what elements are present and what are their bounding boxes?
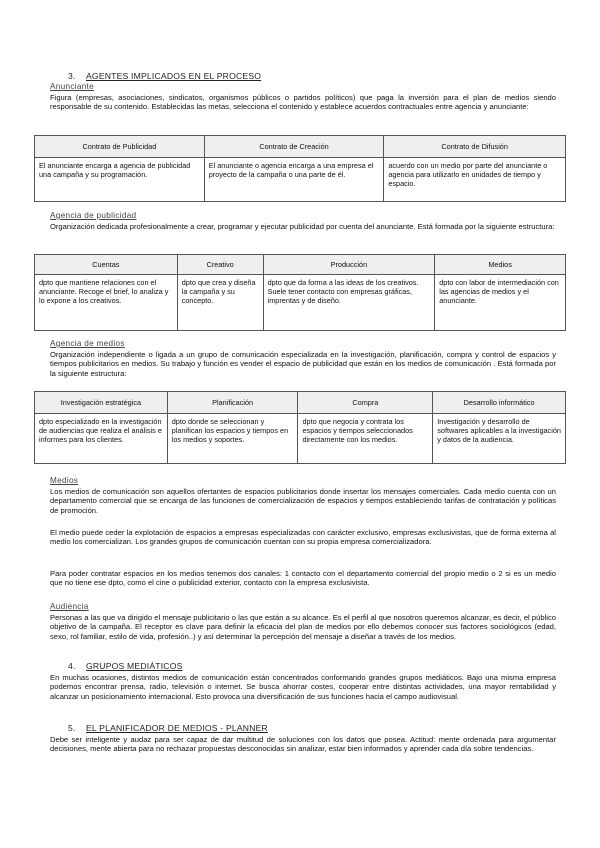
audiencia-text: Personas a las que va dirigido el mensaje publicitario o las que están a su alcance. Es el perfil al que nosotros queremos alcanzar, es decir, el público objetivo de la campaña. El receptor es clave para definir la eficacia del plan de medios por ello debemos conocer sus factores sociológicos (edad, sexo, rol familiar, estilo de vida, profesión..) y así determinar la percepción del mensaje a diseñar a través de los medios. [50, 613, 556, 641]
table-header: Desarrollo informático [433, 392, 566, 414]
anunciante-heading: Anunciante [50, 82, 94, 91]
table-header: Contrato de Difusión [384, 136, 566, 158]
table-header: Investigación estratégica [35, 392, 168, 414]
agencia-publicidad-heading: Agencia de publicidad [50, 211, 137, 220]
section-5-title: 5. EL PLANIFICADOR DE MEDIOS - PLANNER [68, 723, 268, 733]
table-header: Planificación [167, 392, 298, 414]
table-cell: dpto donde se seleccionan y planifican los espacios y tiempos en los medios y soportes. [167, 414, 298, 464]
table-cell: dpto que mantiene relaciones con el anunciante. Recoge el brief, lo analiza y lo expone a los creativos. [35, 275, 178, 331]
table-cell: dpto especializado en la investigación de audiencias que realiza el análisis e informes para los clientes. [35, 414, 168, 464]
medios-paragraph-2: El medio puede ceder la explotación de espacios a empresas especializadas con carácter exclusivo, empresas exclusivistas, que de forma externa al medio los comercializan. Los grandes grupos de comunicación cuentan con su propia empresa comercializadora. [50, 528, 556, 547]
agencia-medios-table [34, 391, 566, 464]
anunciante-text: Figura (empresas, asociaciones, sindicatos, organismos públicos o partidos políticos) que paga la inversión para el plan de medios siendo responsable de su contenido. Establecidas las metas, selecciona el contenido y establece acuerdos contractuales entre agencia y anunciante: [50, 93, 556, 112]
table-cell: dpto con labor de intermediación con las agencias de medios y el anunciante. [435, 275, 566, 331]
medios-heading: Medios [50, 476, 79, 485]
table-cell: dpto que da forma a las ideas de los creativos. Suele tener contacto con empresas gráficas, imprentas y de diseño. [263, 275, 435, 331]
table-cell: El anunciante o agencia encarga a una empresa el proyecto de la campaña o una parte de él. [204, 158, 384, 202]
table-header: Producción [263, 255, 435, 275]
medios-paragraph-1: Los medios de comunicación son aquellos ofertantes de espacios publicitarios donde insertar los mensajes comerciales. Cada medio cuenta con un departamento comercial que se encarga de las funciones de comercialización de espacios y tiempos estableciendo tarifas de contratación y políticas de promoción. [50, 487, 556, 515]
table-header: Cuentas [35, 255, 178, 275]
table-cell: dpto que crea y diseña la campaña y su concepto. [177, 275, 263, 331]
table-header: Contrato de Creación [204, 136, 384, 158]
table-header: Medios [435, 255, 566, 275]
table-cell: El anunciante encarga a agencia de publicidad una campaña y su programación. [35, 158, 205, 202]
audiencia-heading: Audiencia [50, 602, 89, 611]
medios-paragraph-3: Para poder contratar espacios en los medios tenemos dos canales: 1 contacto con el departamento comercial del propio medio o 2 si es un medio que no tiene ese dpto, como el cine o publicidad exterior, contacto con la empresa exclusivista. [50, 569, 556, 588]
agencia-publicidad-table [34, 254, 566, 331]
grupos-mediaticos-text: En muchas ocasiones, distintos medios de comunicación están concentrados conformando grandes grupos mediáticos. Bajo una misma empresa podemos encontrar prensa, radio, televisión o internet. Se busca ahorrar costes, cooperar entre distintas actividades, una mayor rentabilidad y alcanzar un posicionamiento internacional. Esto provoca una diversificación de sus funciones hacia el campo audiovisual. [50, 673, 556, 701]
planner-text: Debe ser inteligente y audaz para ser capaz de dar multitud de soluciones con los datos que posea. Actitud: mente ordenada para argumentar decisiones, mente abierta para no rechazar propuestas desconocidas sin analizar, estar bien informados y aprender cada día sobre tendencias. [50, 735, 556, 754]
table-cell: dpto que negocia y contrata los espacios y tiempos seleccionados directamente con los medios. [298, 414, 433, 464]
table-cell: Investigación y desarrollo de softwares aplicables a la investigación y datos de la audiencia. [433, 414, 566, 464]
agencia-publicidad-text: Organización dedicada profesionalmente a crear, programar y ejecutar publicidad por cuenta del anunciante. Está formada por la siguiente estructura: [50, 222, 555, 231]
table-header: Compra [298, 392, 433, 414]
table-header: Contrato de Publicidad [35, 136, 205, 158]
agencia-medios-heading: Agencia de medios [50, 339, 125, 348]
table-cell: acuerdo con un medio por parte del anunciante o agencia para utilizarlo en unidades de tiempo y espacio. [384, 158, 566, 202]
table-header: Creativo [177, 255, 263, 275]
section-4-title: 4. GRUPOS MEDIÁTICOS [68, 661, 183, 671]
section-3-title: 3. AGENTES IMPLICADOS EN EL PROCESO [68, 71, 262, 81]
anunciante-table [34, 135, 566, 202]
agencia-medios-text: Organización independiente o ligada a un grupo de comunicación especializada en la investigación, planificación, compra y control de espacios y tiempos publicitarios en medios. Su trabajo y función es vender el espacio de publicidad que están en los medios de comunicación . Está formada por la siguiente estructura: [50, 350, 556, 378]
